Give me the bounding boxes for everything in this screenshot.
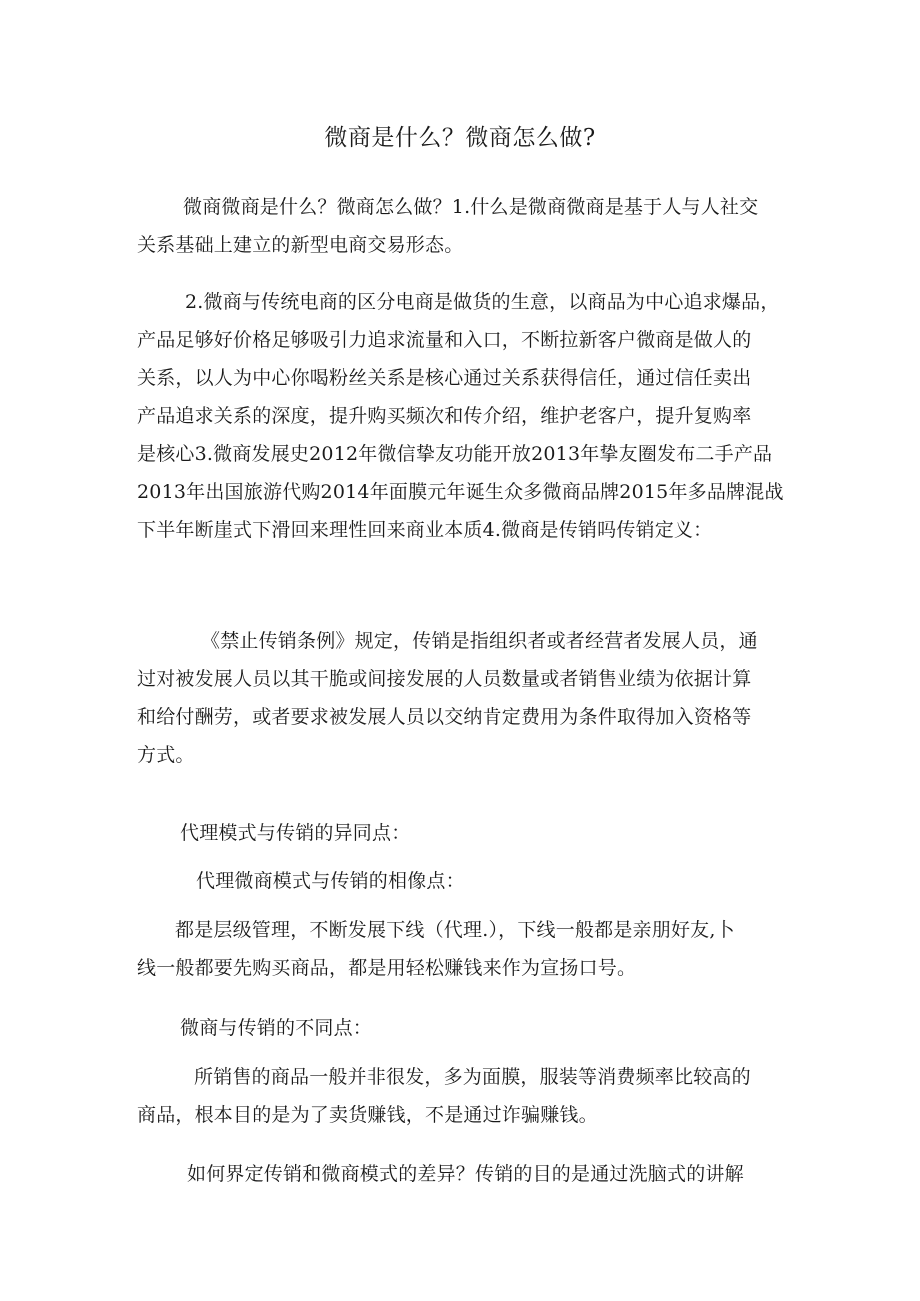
text-line: 方式。 bbox=[137, 744, 195, 766]
text-line: 关系，以人为中心你喝粉丝关系是核心通过关系获得信任，通过信任卖出 bbox=[137, 367, 752, 389]
text-line: 代理模式与传销的异同点： bbox=[180, 822, 411, 844]
text-line: 过对被发展人员以其干脆或间接发展的人员数量或者销售业绩为依据计算 bbox=[137, 668, 752, 690]
paragraph-intro bbox=[137, 188, 758, 264]
text-line: 所销售的商品一般并非很发，多为面膜，服装等消费频率比较高的 bbox=[194, 1066, 751, 1088]
text-line: 微商微商是什么？微商怎么做？1.什么是微商微商是基于人与人社交 bbox=[183, 196, 759, 218]
text-line: 下半年断崖式下滑回来理性回来商业本质4.微商是传销吗传销定义： bbox=[137, 519, 713, 541]
text-line: 都是层级管理，不断发展下线（代理.），下线一般都是亲朋好友,卜 bbox=[175, 919, 735, 941]
paragraph-similarities bbox=[137, 911, 735, 987]
text-line: 2.微商与传统电商的区分电商是做货的生意，以商品为中心追求爆品， bbox=[185, 291, 780, 313]
text-line: 和给付酬劳，或者要求被发展人员以交纳肯定费用为条件取得加入资格等 bbox=[137, 706, 752, 728]
text-line: 商品，根本目的是为了卖货赚钱，不是通过诈骗赚钱。 bbox=[137, 1104, 598, 1126]
text-line: 《禁止传销条例》规定，传销是指组织者或者经营者发展人员，通 bbox=[201, 630, 758, 652]
paragraph-heading-similarities-differences bbox=[180, 814, 410, 852]
text-line: 是核心3.微商发展史2012年微信挚友功能开放2013年挚友圈发布二手产品 bbox=[137, 443, 773, 465]
text-line: 如何界定传销和微商模式的差异？传销的目的是通过洗脑式的讲解 bbox=[187, 1163, 744, 1185]
paragraph-comparison bbox=[137, 283, 784, 549]
text-line: 关系基础上建立的新型电商交易形态。 bbox=[137, 234, 464, 256]
paragraph-differences bbox=[137, 1058, 751, 1134]
text-line: 代理微商模式与传销的相像点： bbox=[196, 870, 465, 892]
document-title: 微商是什么？微商怎么做? bbox=[324, 125, 596, 151]
text-line: 微商与传销的不同点： bbox=[180, 1017, 373, 1039]
text-line: 产品足够好价格足够吸引力追求流量和入口，不断拉新客户微商是做人的 bbox=[137, 329, 752, 351]
text-line: 线一般都要先购买商品，都是用轻松赚钱来作为宣扬口号。 bbox=[137, 957, 637, 979]
text-line: 2013年出国旅游代购2014年面膜元年诞生众多微商品牌2015年多品牌混战 bbox=[137, 481, 784, 503]
paragraph-heading-differences bbox=[180, 1009, 372, 1047]
paragraph-definition bbox=[137, 622, 758, 774]
paragraph-distinguish bbox=[187, 1155, 744, 1193]
text-line: 产品追求关系的深度，提升购买频次和传介绍，维护老客户，提升复购率 bbox=[137, 405, 752, 427]
paragraph-heading-similarities bbox=[196, 862, 465, 900]
